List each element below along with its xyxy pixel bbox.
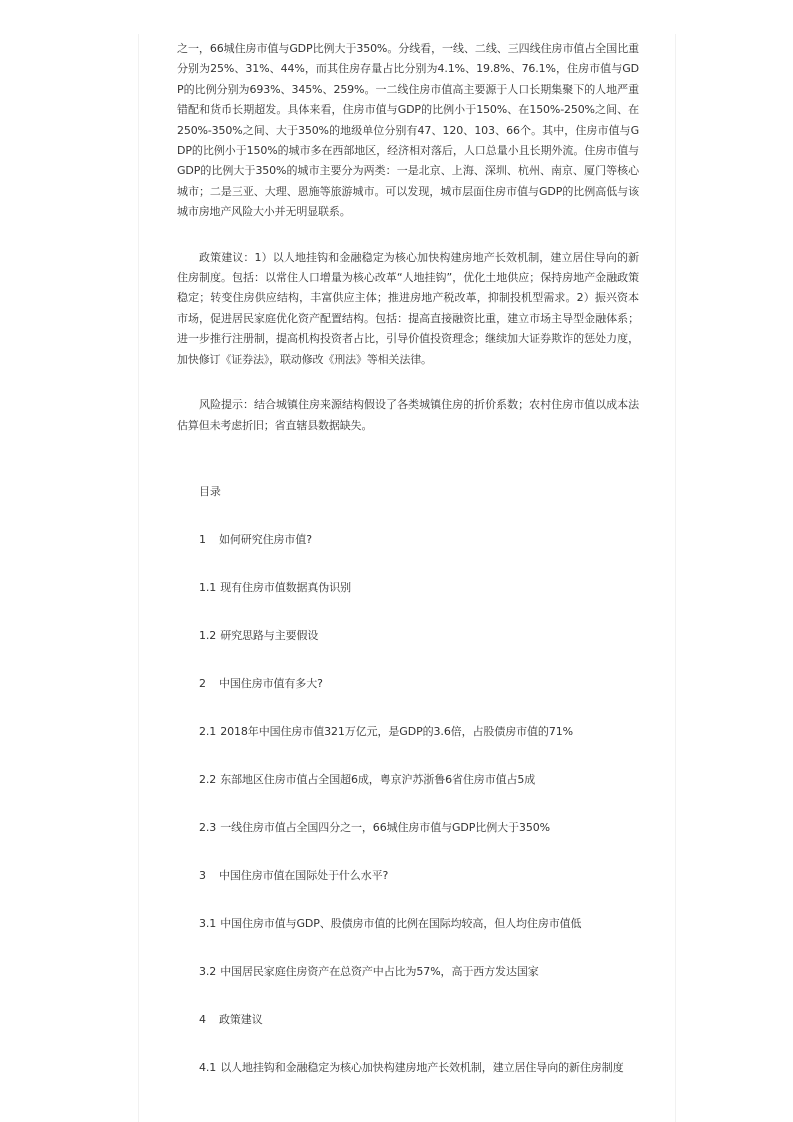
toc-text: 中国居民家庭住房资产在总资产中占比为57%，高于西方发达国家: [220, 965, 539, 978]
toc-number: 1.1: [199, 581, 217, 594]
toc-item-3[interactable]: [199, 868, 388, 884]
toc-item-2-1[interactable]: [199, 724, 573, 740]
toc-item-1-2[interactable]: [199, 628, 318, 644]
toc-number: 2.1: [199, 725, 217, 738]
toc-text: 2018年中国住房市值321万亿元，是GDP的3.6倍，占股债房市值的71%: [220, 725, 573, 738]
toc-item-4-1[interactable]: [199, 1060, 624, 1076]
toc-number: 4.1: [199, 1061, 217, 1074]
toc-item-1[interactable]: [199, 532, 312, 548]
toc-text: 中国住房市值在国际处于什么水平?: [219, 869, 389, 882]
toc-item-2-2[interactable]: [199, 772, 535, 788]
toc-item-3-2[interactable]: [199, 964, 539, 980]
toc-text: 东部地区住房市值占全国超6成，粤京沪苏浙鲁6省住房市值占5成: [220, 773, 536, 786]
toc-number: 2.2: [199, 773, 217, 786]
toc-item-2[interactable]: [199, 676, 323, 692]
toc-text: 以人地挂钩和金融稳定为核心加快构建房地产长效机制，建立居住导向的新住房制度: [220, 1061, 624, 1074]
toc-item-4[interactable]: [199, 1012, 263, 1028]
toc-item-2-3[interactable]: [199, 820, 550, 836]
risk-paragraph: 风险提示：结合城镇住房来源结构假设了各类城镇住房的折价系数；农村住房市值以成本法估算但未考虑折旧；省直辖县数据缺失。: [177, 398, 639, 432]
toc-number: 2: [199, 677, 206, 690]
toc-number: 1.2: [199, 629, 217, 642]
toc-number: 1: [199, 533, 206, 546]
toc-number: 3: [199, 869, 206, 882]
policy-paragraph: 政策建议：1）以人地挂钩和金融稳定为核心加快构建房地产长效机制，建立居住导向的新住房制度。包括：以常住人口增量为核心改革“人地挂钩”，优化土地供应；保持房地产金融政策稳定；转变住房供应结构，丰富供应主体；推进房地产税改革，抑制投机型需求。2）振兴资本市场，促进居民家庭优化资产配置结构。包括：提高直接融资比重，建立市场主导型金融体系；进一步推行注册制，提高机构投资者占比，引导价值投资理念；继续加大证券欺诈的惩处力度，加快修订《证券法》，联动修改《刑法》等相关法律。: [177, 250, 639, 366]
toc-number: 4: [199, 1013, 206, 1026]
article-body: [177, 39, 639, 436]
toc-text: 中国住房市值有多大?: [219, 677, 323, 690]
toc-item-3-1[interactable]: [199, 916, 581, 932]
toc-text: 研究思路与主要假设: [220, 629, 319, 642]
toc-number: 2.3: [199, 821, 217, 834]
toc-text: 现有住房市值数据真伪识别: [220, 581, 352, 594]
toc-text: 中国住房市值与GDP、股债房市值的比例在国际均较高，但人均住房市值低: [220, 917, 582, 930]
toc-number: 3.1: [199, 917, 217, 930]
toc-item-1-1[interactable]: [199, 580, 351, 596]
toc-text: 政策建议: [219, 1013, 263, 1026]
toc-text: 一线住房市值占全国四分之一，66城住房市值与GDP比例大于350%: [220, 821, 550, 834]
toc-title: 目录: [199, 485, 221, 498]
toc-number: 3.2: [199, 965, 217, 978]
summary-paragraph: 之一，66城住房市值与GDP比例大于350%。分线看，一线、二线、三四线住房市值占全国比重分别为25%、31%、44%，而其住房存量占比分别为4.1%、19.8%、76.1%，住房市值与GDP的比例分别为693%、345%、259%。一二线住房市值高主要源于人口长期集聚下的人地严重错配和货币长期超发。具体来看，住房市值与GDP的比例小于150%、在150%-250%之间、在250%-350%之间、大于350%的地级单位分别有47、120、103、66个。其中，住房市值与GDP的比例小于150%的城市多在西部地区，经济相对落后，人口总量小且长期外流。住房市值与GDP的比例大于350%的城市主要分为两类：一是北京、上海、深圳、杭州、南京、厦门等核心城市；二是三亚、大理、恩施等旅游城市。可以发现，城市层面住房市值与GDP的比例高低与该城市房地产风险大小并无明显联系。: [177, 42, 639, 219]
toc-text: 如何研究住房市值?: [219, 533, 312, 546]
